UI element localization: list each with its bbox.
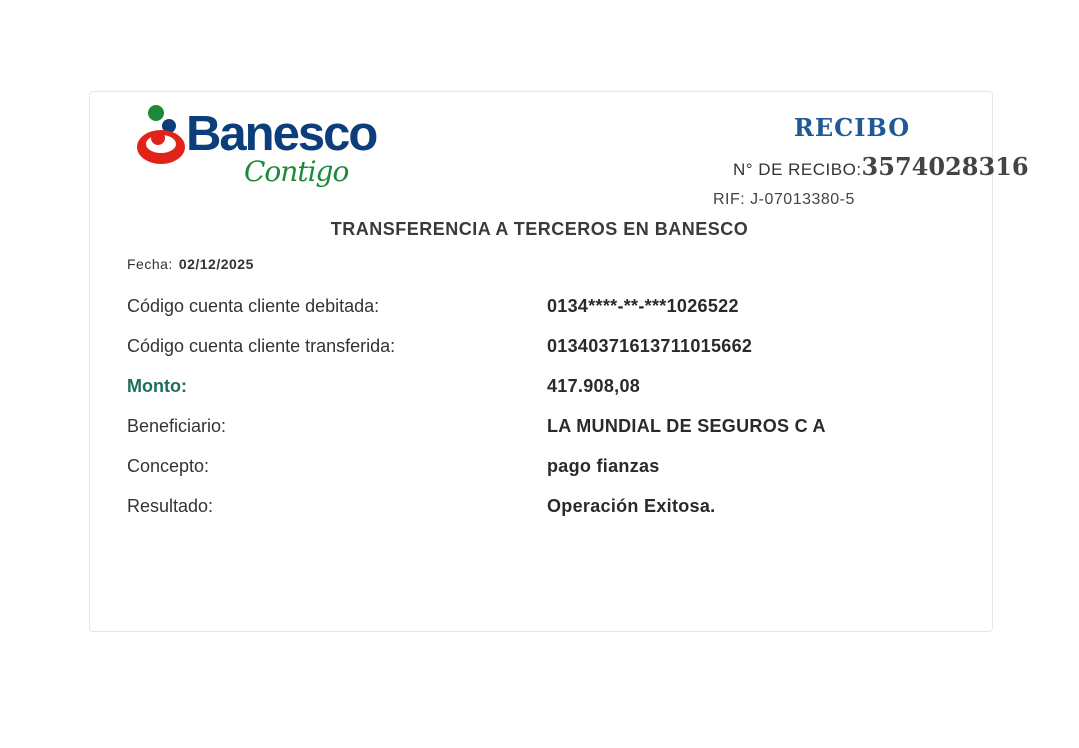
detail-label: Beneficiario: — [127, 416, 227, 436]
detail-row-result — [127, 496, 927, 536]
detail-value: pago fianzas — [547, 456, 660, 476]
detail-label: Monto: — [127, 376, 187, 396]
detail-label: Resultado: — [127, 496, 214, 516]
logo-tagline: Contigo — [244, 155, 349, 188]
detail-value: 417.908,08 — [547, 376, 641, 396]
detail-row-beneficiary — [127, 416, 927, 456]
date-value: 02/12/2025 — [178, 256, 254, 272]
detail-value: Operación Exitosa. — [547, 496, 716, 516]
detail-value: 0134****-**-***1026522 — [547, 296, 739, 316]
detail-row-debit-account — [127, 296, 927, 336]
page-title: TRANSFERENCIA A TERCEROS EN BANESCO — [330, 219, 749, 239]
receipt-number — [733, 152, 1029, 181]
detail-value: 01340371613711015662 — [547, 336, 753, 356]
receipt-number-label: N° DE RECIBO: — [733, 160, 862, 179]
receipt-title: RECIBO — [793, 113, 911, 142]
details-list — [127, 296, 927, 536]
logo-brand-text: Banesco — [186, 107, 377, 161]
detail-label: Código cuenta cliente transferida: — [127, 336, 396, 356]
receipt-number-value: 3574028316 — [861, 152, 1029, 181]
rif-text: RIF: J-07013380-5 — [713, 191, 855, 208]
detail-label: Código cuenta cliente debitada: — [127, 296, 380, 316]
detail-row-concept — [127, 456, 927, 496]
detail-row-credit-account — [127, 336, 927, 376]
detail-label: Concepto: — [127, 456, 210, 476]
date-line — [127, 256, 254, 272]
detail-value: LA MUNDIAL DE SEGUROS C A — [547, 416, 826, 436]
detail-row-amount — [127, 376, 927, 416]
banesco-logo-icon — [134, 100, 194, 180]
date-label: Fecha: — [127, 256, 173, 272]
banesco-logo — [134, 100, 394, 210]
